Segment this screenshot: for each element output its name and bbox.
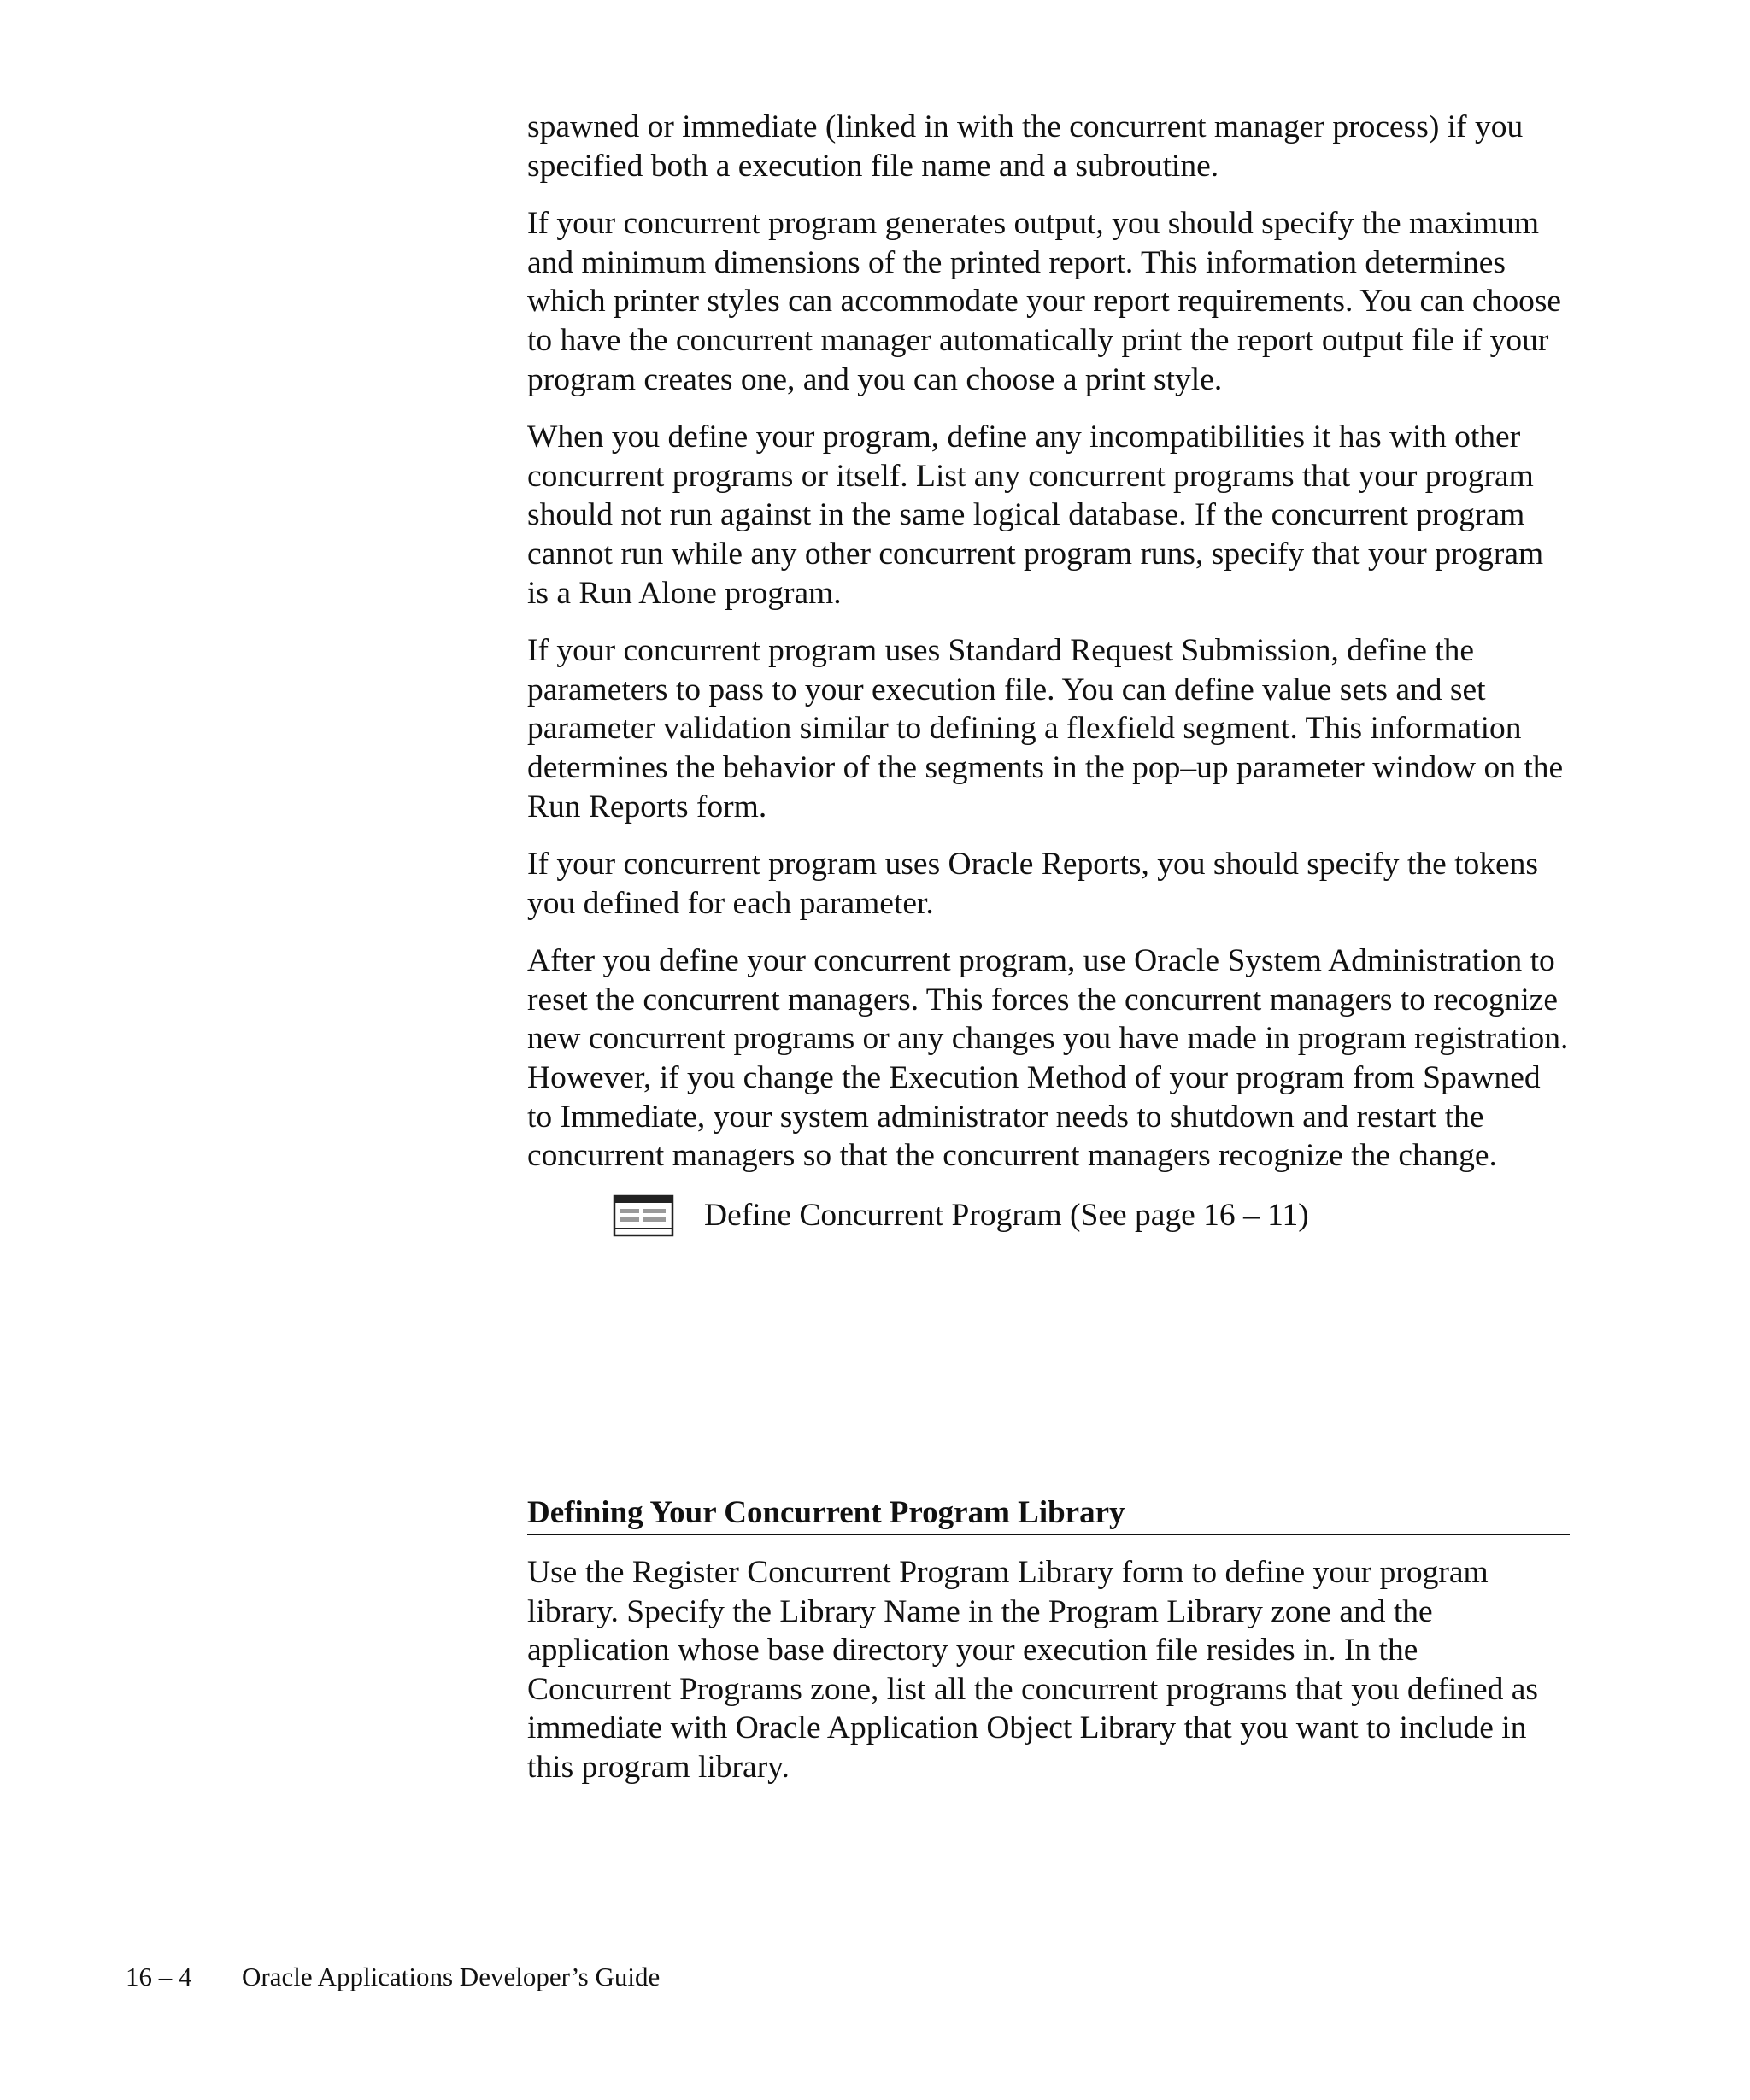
page-number: 16 – 4 [126, 1962, 192, 1991]
section-body-paragraph: Use the Register Concurrent Program Library form to define your program library. Specify the Library Name in the Program Library zone and the application whose base directory your execution file resides in. In the Concurrent Programs zone, list all the concurrent programs that you defined as immediate with Oracle Application Object Library that you want to include in this program library. [527, 1555, 1538, 1785]
paragraph-oracle-reports: If your concurrent program uses Oracle Reports, you should specify the tokens you defined for each parameter. [527, 847, 1539, 921]
form-reference[interactable] [527, 1194, 1570, 1246]
form-reference-link[interactable]: Define Concurrent Program (See page 16 – 11) [704, 1197, 1309, 1233]
section-heading: Defining Your Concurrent Program Library [527, 1493, 1570, 1535]
paragraph-execution-method: spawned or immediate (linked in with the concurrent manager process) if you specified both a execution file name and a subroutine. [527, 109, 1524, 184]
paragraph-parameters: If your concurrent program uses Standard Request Submission, define the parameters to pass to your execution file. You can define value sets and set parameter validation similar to defining a flexfield segment. This information determines the behavior of the segments in the pop–up parameter window on the Run Reports form. [527, 633, 1564, 824]
paragraph-reset-managers: After you define your concurrent program, use Oracle System Administration to reset the concurrent managers. This forces the concurrent managers to recognize new concurrent programs or any changes you have made in program registration. However, if you change the Execution Method of your program from Spawned to Immediate, your system administrator needs to shutdown and restart the concurrent managers so that the concurrent managers recognize the change. [527, 943, 1569, 1174]
paragraph-incompatibilities: When you define your program, define any incompatibilities it has with other concurrent programs or itself. List any concurrent programs that your program should not run against in the same logical database. If the concurrent program cannot run while any other concurrent program runs, specify that your program is a Run Alone program. [527, 419, 1544, 611]
paragraph-output-dimensions: If your concurrent program generates output, you should specify the maximum and minimum dimensions of the printed report. This information determines which printer styles can accommodate your report requirements. You can choose to have the concurrent manager automatically print the report output file if your program creates one, and you can choose a print style. [527, 206, 1562, 397]
book-title: Oracle Applications Developer’s Guide [242, 1962, 661, 1991]
page-footer [126, 1962, 660, 1992]
main-content [527, 108, 1570, 1246]
form-window-icon [613, 1194, 674, 1237]
